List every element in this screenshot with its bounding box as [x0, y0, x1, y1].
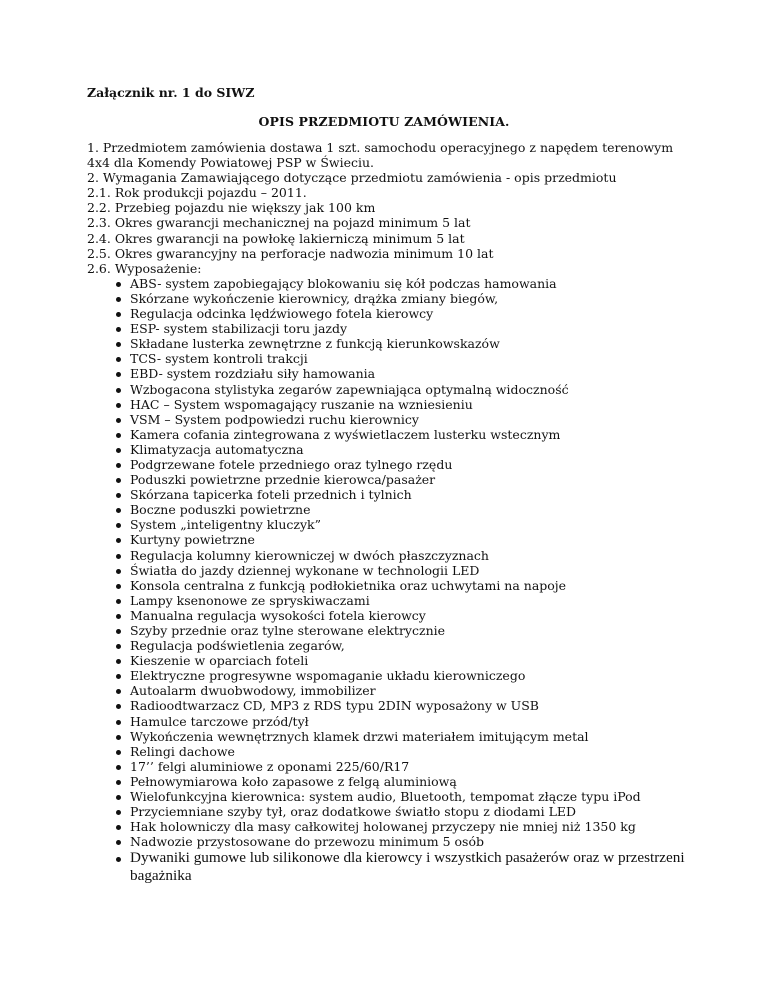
bullet-icon	[116, 825, 121, 830]
equipment-item-text: Konsola centralna z funkcją podłokietnika oraz uchwytami na napoje	[130, 577, 567, 593]
equipment-item	[87, 608, 687, 623]
equipment-item	[87, 789, 687, 804]
equipment-item-text: Szyby przednie oraz tylne sterowane elektrycznie	[130, 623, 446, 638]
equipment-item-text: Podgrzewane fotele przedniego oraz tylnego rzędu	[130, 456, 453, 472]
equipment-item-text: Przyciemniane szyby tył, oraz dodatkowe światło stopu z diodami LED	[130, 804, 577, 820]
equipment-item	[87, 714, 687, 729]
bullet-icon	[116, 644, 121, 649]
equipment-item-text: Światła do jazdy dziennej wykonane w technologii LED	[130, 562, 480, 578]
equipment-item	[87, 472, 687, 487]
equipment-item	[87, 683, 687, 698]
equipment-item	[87, 623, 687, 638]
equipment-item	[87, 548, 687, 563]
equipment-item-text: Kamera cofania zintegrowana z wyświetlaczem lusterku wstecznym	[130, 426, 561, 442]
bullet-icon	[116, 704, 121, 709]
equipment-item-text: Regulacja odcinka lędźwiowego fotela kierowcy	[130, 306, 434, 322]
bullet-icon	[116, 297, 121, 302]
bullet-icon	[116, 327, 121, 332]
document-body	[87, 140, 687, 885]
equipment-item-text: Wzbogacona stylistyka zegarów zapewniająca optymalną widoczność	[130, 381, 569, 397]
bullet-icon	[116, 795, 121, 800]
equipment-item	[87, 321, 687, 336]
bullet-icon	[116, 403, 121, 408]
equipment-item	[87, 849, 690, 885]
equipment-item	[87, 351, 687, 366]
equipment-item-text: Lampy ksenonowe ze spryskiwaczami	[130, 592, 370, 608]
paragraph-mechanical-warranty: 2.3. Okres gwarancji mechanicznej na pojazd minimum 5 lat	[87, 215, 471, 231]
bullet-icon	[116, 478, 121, 483]
equipment-item	[87, 638, 687, 653]
bullet-icon	[116, 448, 121, 453]
bullet-icon	[116, 388, 121, 393]
equipment-item-text: ABS- system zapobiegający blokowaniu się kół podczas hamowania	[130, 275, 557, 291]
bullet-icon	[116, 312, 121, 317]
equipment-item	[87, 291, 687, 306]
bullet-icon	[116, 674, 121, 679]
bullet-icon	[116, 584, 121, 589]
equipment-item	[87, 578, 687, 593]
equipment-item	[87, 517, 687, 532]
equipment-item	[87, 819, 687, 834]
equipment-item	[87, 593, 687, 608]
bullet-icon	[116, 810, 121, 815]
equipment-item-text: Radioodtwarzacz CD, MP3 z RDS typu 2DIN wyposażony w USB	[130, 698, 539, 714]
bullet-icon	[116, 569, 121, 574]
equipment-item-text: Elektryczne progresywne wspomaganie układu kierowniczego	[130, 668, 526, 684]
equipment-item	[87, 457, 687, 472]
equipment-item-text: Klimatyzacja automatyczna	[130, 441, 304, 457]
equipment-item-text: Hak holowniczy dla masy całkowitej holowanej przyczepy nie mniej niż 1350 kg	[130, 819, 636, 835]
bullet-icon	[116, 689, 121, 694]
paragraph-equipment-heading: 2.6. Wyposażenie:	[87, 260, 202, 276]
equipment-item	[87, 653, 687, 668]
paragraph-subject: 1. Przedmiotem zamówienia dostawa 1 szt. samochodu operacyjnego z napędem terenowym 4x4 dla Komendy Powiatowej PSP w Świeciu.	[87, 140, 674, 171]
bullet-icon	[116, 463, 121, 468]
equipment-item-text: Manualna regulacja wysokości fotela kierowcy	[130, 607, 426, 623]
bullet-icon	[116, 659, 121, 664]
bullet-icon	[116, 599, 121, 604]
equipment-item-text: Skórzane wykończenie kierownicy, drążka zmiany biegów,	[130, 290, 499, 306]
bullet-icon	[116, 493, 121, 498]
annex-label: Załącznik nr. 1 do SIWZ	[87, 85, 255, 100]
equipment-item-text: Pełnowymiarowa koło zapasowe z felgą aluminiową	[130, 773, 457, 789]
equipment-item	[87, 668, 687, 683]
equipment-item	[87, 276, 687, 291]
bullet-icon	[116, 418, 121, 423]
bullet-icon	[116, 372, 121, 377]
paragraph-mileage: 2.2. Przebieg pojazdu nie większy jak 100 km	[87, 200, 376, 216]
equipment-item-text: EBD- system rozdziału siły hamowania	[130, 366, 376, 382]
equipment-item-text: Kurtyny powietrzne	[130, 532, 255, 548]
equipment-item-text: Kieszenie w oparciach foteli	[130, 653, 309, 669]
equipment-item-text: HAC – System wspomagający ruszanie na wzniesieniu	[130, 396, 473, 412]
bullet-icon	[116, 342, 121, 347]
equipment-item-text: Relingi dachowe	[130, 743, 235, 759]
equipment-item	[87, 744, 687, 759]
equipment-item	[87, 336, 687, 351]
bullet-icon	[116, 857, 121, 862]
equipment-item	[87, 306, 687, 321]
bullet-icon	[116, 538, 121, 543]
paragraph-production-year: 2.1. Rok produkcji pojazdu – 2011.	[87, 185, 307, 201]
bullet-icon	[116, 508, 121, 513]
equipment-item-text: VSM – System podpowiedzi ruchu kierownicy	[130, 411, 419, 427]
equipment-item-text: Poduszki powietrzne przednie kierowca/pasażer	[130, 472, 436, 488]
equipment-item	[87, 382, 687, 397]
equipment-list	[87, 276, 687, 886]
equipment-item-text: Regulacja kolumny kierowniczej w dwóch płaszczyznach	[130, 547, 489, 563]
equipment-item	[87, 366, 687, 381]
equipment-item	[87, 804, 687, 819]
equipment-item	[87, 397, 687, 412]
equipment-item-text: Skórzana tapicerka foteli przednich i tylnich	[130, 487, 412, 503]
equipment-item-text: Boczne poduszki powietrzne	[130, 502, 311, 518]
equipment-item	[87, 774, 687, 789]
equipment-item-text: Nadwozie przystosowane do przewozu minimum 5 osób	[130, 834, 484, 850]
equipment-item	[87, 698, 687, 713]
equipment-item	[87, 563, 687, 578]
equipment-item-text: 17’’ felgi aluminiowe z oponami 225/60/R17	[130, 758, 410, 774]
bullet-icon	[116, 357, 121, 362]
equipment-item	[87, 442, 687, 457]
bullet-icon	[116, 765, 121, 770]
equipment-item	[87, 532, 687, 547]
bullet-icon	[116, 614, 121, 619]
equipment-item	[87, 427, 687, 442]
bullet-icon	[116, 735, 121, 740]
paragraph-paint-warranty: 2.4. Okres gwarancji na powłokę lakierniczą minimum 5 lat	[87, 230, 465, 246]
bullet-icon	[116, 554, 121, 559]
equipment-item-text: Wielofunkcyjna kierownica: system audio, Bluetooth, tempomat złącze typu iPod	[130, 789, 641, 805]
paragraph-requirements: 2. Wymagania Zamawiającego dotyczące przedmiotu zamówienia - opis przedmiotu	[87, 170, 617, 186]
bullet-icon	[116, 720, 121, 725]
equipment-item-text: System „inteligentny kluczyk”	[130, 517, 322, 533]
equipment-item-text: Wykończenia wewnętrznych klamek drzwi materiałem imitującym metal	[130, 728, 589, 744]
document-title: OPIS PRZEDMIOTU ZAMÓWIENIA.	[258, 114, 510, 129]
equipment-item-text: Dywaniki gumowe lub silikonowe dla kierowcy i wszystkich pasażerów oraz w przestrzeni bagażnika	[130, 849, 685, 885]
equipment-item-text: Hamulce tarczowe przód/tył	[130, 713, 309, 729]
equipment-item-text: Autoalarm dwuobwodowy, immobilizer	[130, 683, 376, 699]
equipment-item-text: ESP- system stabilizacji toru jazdy	[130, 321, 348, 337]
equipment-item	[87, 412, 687, 427]
equipment-item	[87, 487, 687, 502]
bullet-icon	[116, 433, 121, 438]
equipment-item	[87, 834, 687, 849]
bullet-icon	[116, 629, 121, 634]
equipment-item-text: TCS- system kontroli trakcji	[130, 351, 308, 367]
bullet-icon	[116, 750, 121, 755]
equipment-item-text: Składane lusterka zewnętrzne z funkcją kierunkowskazów	[130, 336, 500, 352]
bullet-icon	[116, 840, 121, 845]
equipment-item	[87, 502, 687, 517]
bullet-icon	[116, 780, 121, 785]
bullet-icon	[116, 282, 121, 287]
bullet-icon	[116, 523, 121, 528]
equipment-item	[87, 729, 687, 744]
equipment-item	[87, 759, 687, 774]
paragraph-perforation-warranty: 2.5. Okres gwarancyjny na perforacje nadwozia minimum 10 lat	[87, 245, 494, 261]
equipment-item-text: Regulacja podświetlenia zegarów,	[130, 638, 345, 654]
